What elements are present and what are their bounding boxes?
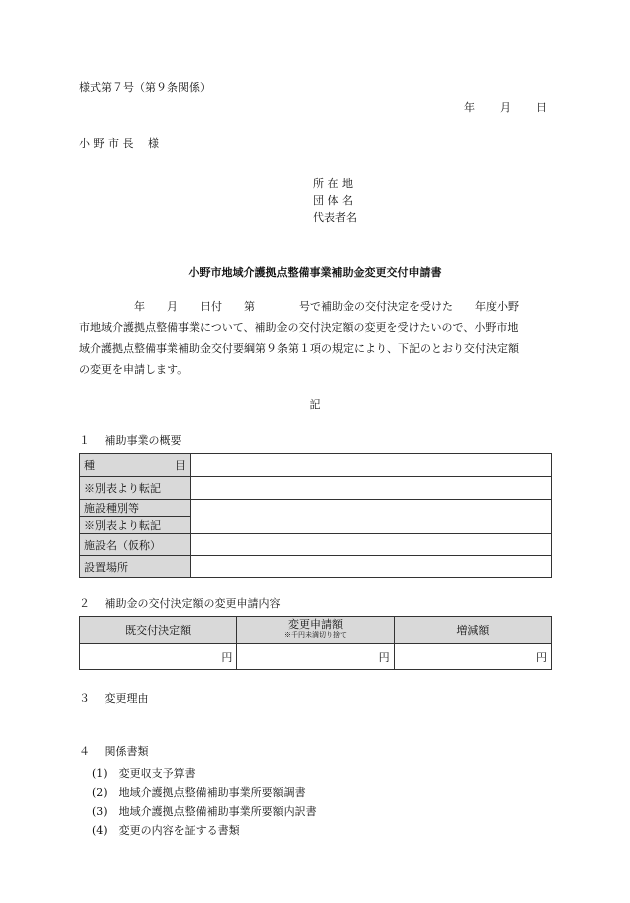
document-title: 小野市地域介護拠点整備事業補助金変更交付申請書	[188, 266, 442, 279]
type-value-cell[interactable]	[191, 454, 552, 477]
yen-unit: 円	[221, 650, 233, 664]
header-difference: 増減額	[394, 617, 551, 644]
section4-heading: ４ 関係書類	[79, 745, 149, 758]
date-day: 日	[536, 101, 547, 114]
row-label-facility-type-note: ※別表より転記	[80, 517, 191, 534]
applicant-group-label: 団 体 名	[313, 194, 353, 207]
existing-amount-cell[interactable]	[80, 644, 237, 670]
header-change-amount: 変更申請額 ※千円未満切り捨て	[237, 617, 394, 644]
row-label-note: ※別表より転記	[80, 477, 191, 500]
difference-cell[interactable]	[394, 644, 551, 670]
date-year: 年	[464, 101, 475, 114]
row-label-facility-name: 施設名（仮称）	[80, 534, 191, 556]
section3-heading: ３ 変更理由	[79, 692, 149, 705]
yen-unit: 円	[536, 650, 547, 664]
date-month: 月	[500, 101, 511, 114]
project-overview-table	[79, 453, 552, 578]
location-value-cell[interactable]	[191, 556, 552, 578]
applicant-representative-label: 代表者名	[313, 211, 357, 224]
yen-unit: 円	[378, 650, 390, 664]
facility-type-value-cell[interactable]	[191, 500, 552, 534]
body-line: 市地域介護拠点整備事業について、補助金の交付決定額の変更を受けたいので、小野市地	[79, 321, 519, 334]
section2-heading: ２ 補助金の交付決定額の変更申請内容	[79, 597, 281, 610]
type-note-value-cell[interactable]	[191, 477, 552, 500]
change-amount-cell[interactable]	[237, 644, 394, 670]
ki-mark: 記	[309, 398, 321, 411]
body-line: 域介護拠点整備事業補助金交付要綱第９条第１項の規定により、下記のとおり交付決定額	[79, 342, 519, 355]
row-label-type: 種 目	[80, 454, 191, 477]
applicant-address-label: 所 在 地	[313, 177, 353, 190]
body-line: 年 月 日付 第 号で補助金の交付決定を受けた 年度小野	[79, 300, 519, 313]
body-paragraph	[79, 296, 559, 380]
list-item: (3) 地域介護拠点整備補助事業所要額内訳書	[92, 805, 317, 818]
row-label-facility-type: 施設種別等	[80, 500, 191, 517]
addressee: 小 野 市 長 様	[79, 137, 159, 150]
rounding-note: ※千円未満切り捨て	[283, 631, 347, 639]
list-item: (4) 変更の内容を証する書類	[92, 824, 240, 837]
facility-name-value-cell[interactable]	[191, 534, 552, 556]
form-number: 様式第７号（第９条関係）	[79, 81, 211, 94]
list-item: (2) 地域介護拠点整備補助事業所要額調書	[92, 786, 306, 799]
list-item: (1) 変更収支予算書	[92, 767, 196, 780]
header-existing-amount: 既交付決定額	[80, 617, 237, 644]
body-line: の変更を申請します。	[79, 363, 189, 376]
row-label-location: 設置場所	[80, 556, 191, 578]
section1-heading: １ 補助事業の概要	[79, 434, 182, 447]
change-amount-table	[79, 616, 552, 670]
